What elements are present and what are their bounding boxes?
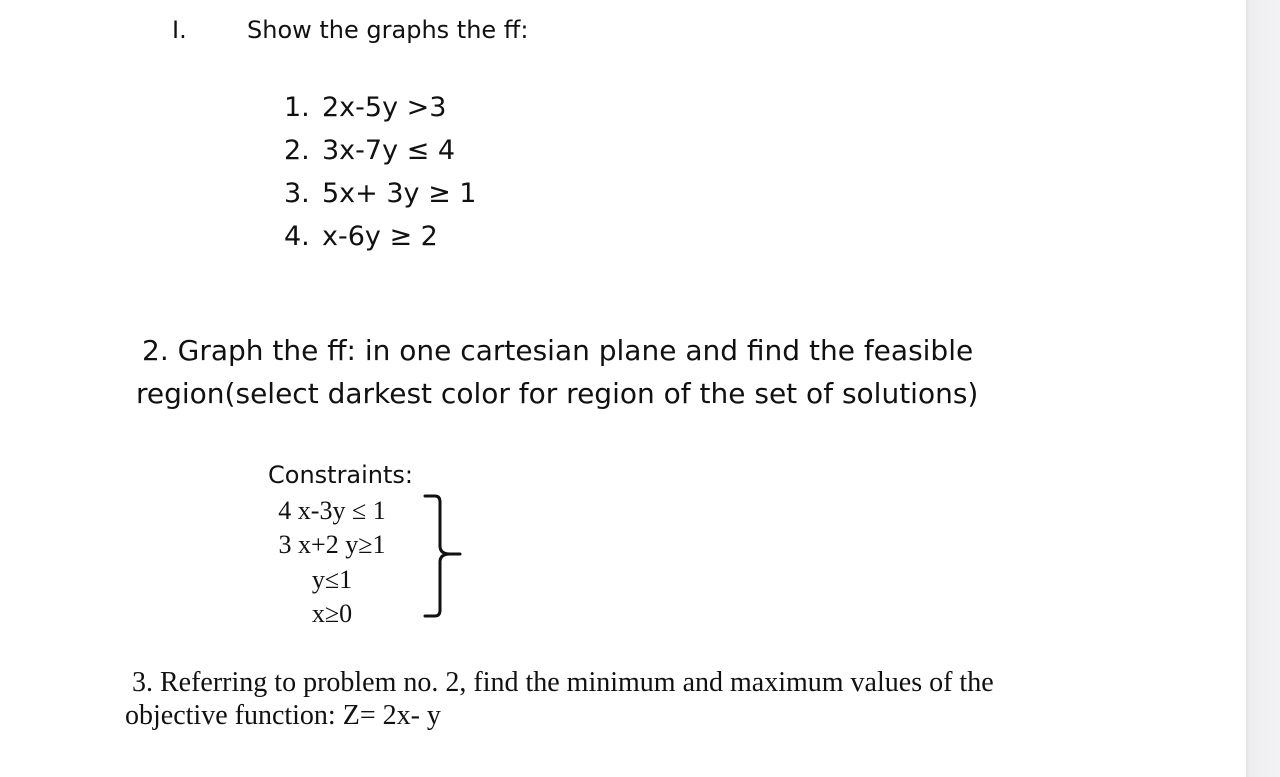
page-gutter xyxy=(1246,0,1280,777)
inequality-list xyxy=(284,86,477,258)
problem2-line2: region(select darkest color for region of the set of solutions) xyxy=(136,377,979,410)
list-item-number: 4. xyxy=(284,221,310,252)
section-heading: Show the graphs the ff: xyxy=(247,16,529,44)
constraint-4: x≥0 xyxy=(311,599,353,628)
list-item-text: 5x+ 3y ≥ 1 xyxy=(322,178,477,209)
constraints-label: Constraints: xyxy=(268,461,414,489)
list-item xyxy=(284,86,477,129)
list-item xyxy=(284,172,477,215)
list-item xyxy=(284,215,477,258)
list-item-text: 3x-7y ≤ 4 xyxy=(322,135,456,166)
constraint-2: 3 x+2 y≥1 xyxy=(278,530,386,559)
section-numeral: I. xyxy=(172,16,187,44)
problem3-line2: objective function: Z= 2x- y xyxy=(125,700,441,731)
problem2-line1: 2. Graph the ff: in one cartesian plane and find the feasible xyxy=(142,334,974,367)
list-item-text: 2x-5y >3 xyxy=(322,92,447,123)
curly-brace-icon xyxy=(420,492,470,622)
problem3-line1: 3. Referring to problem no. 2, find the minimum and maximum values of the xyxy=(132,667,994,698)
list-item-number: 2. xyxy=(284,135,310,166)
list-item-number: 1. xyxy=(284,92,310,123)
list-item-number: 3. xyxy=(284,178,310,209)
constraint-3: y≤1 xyxy=(311,565,353,594)
list-item-text: x-6y ≥ 2 xyxy=(322,221,438,252)
constraint-1: 4 x-3y ≤ 1 xyxy=(278,496,386,525)
list-item xyxy=(284,129,477,172)
